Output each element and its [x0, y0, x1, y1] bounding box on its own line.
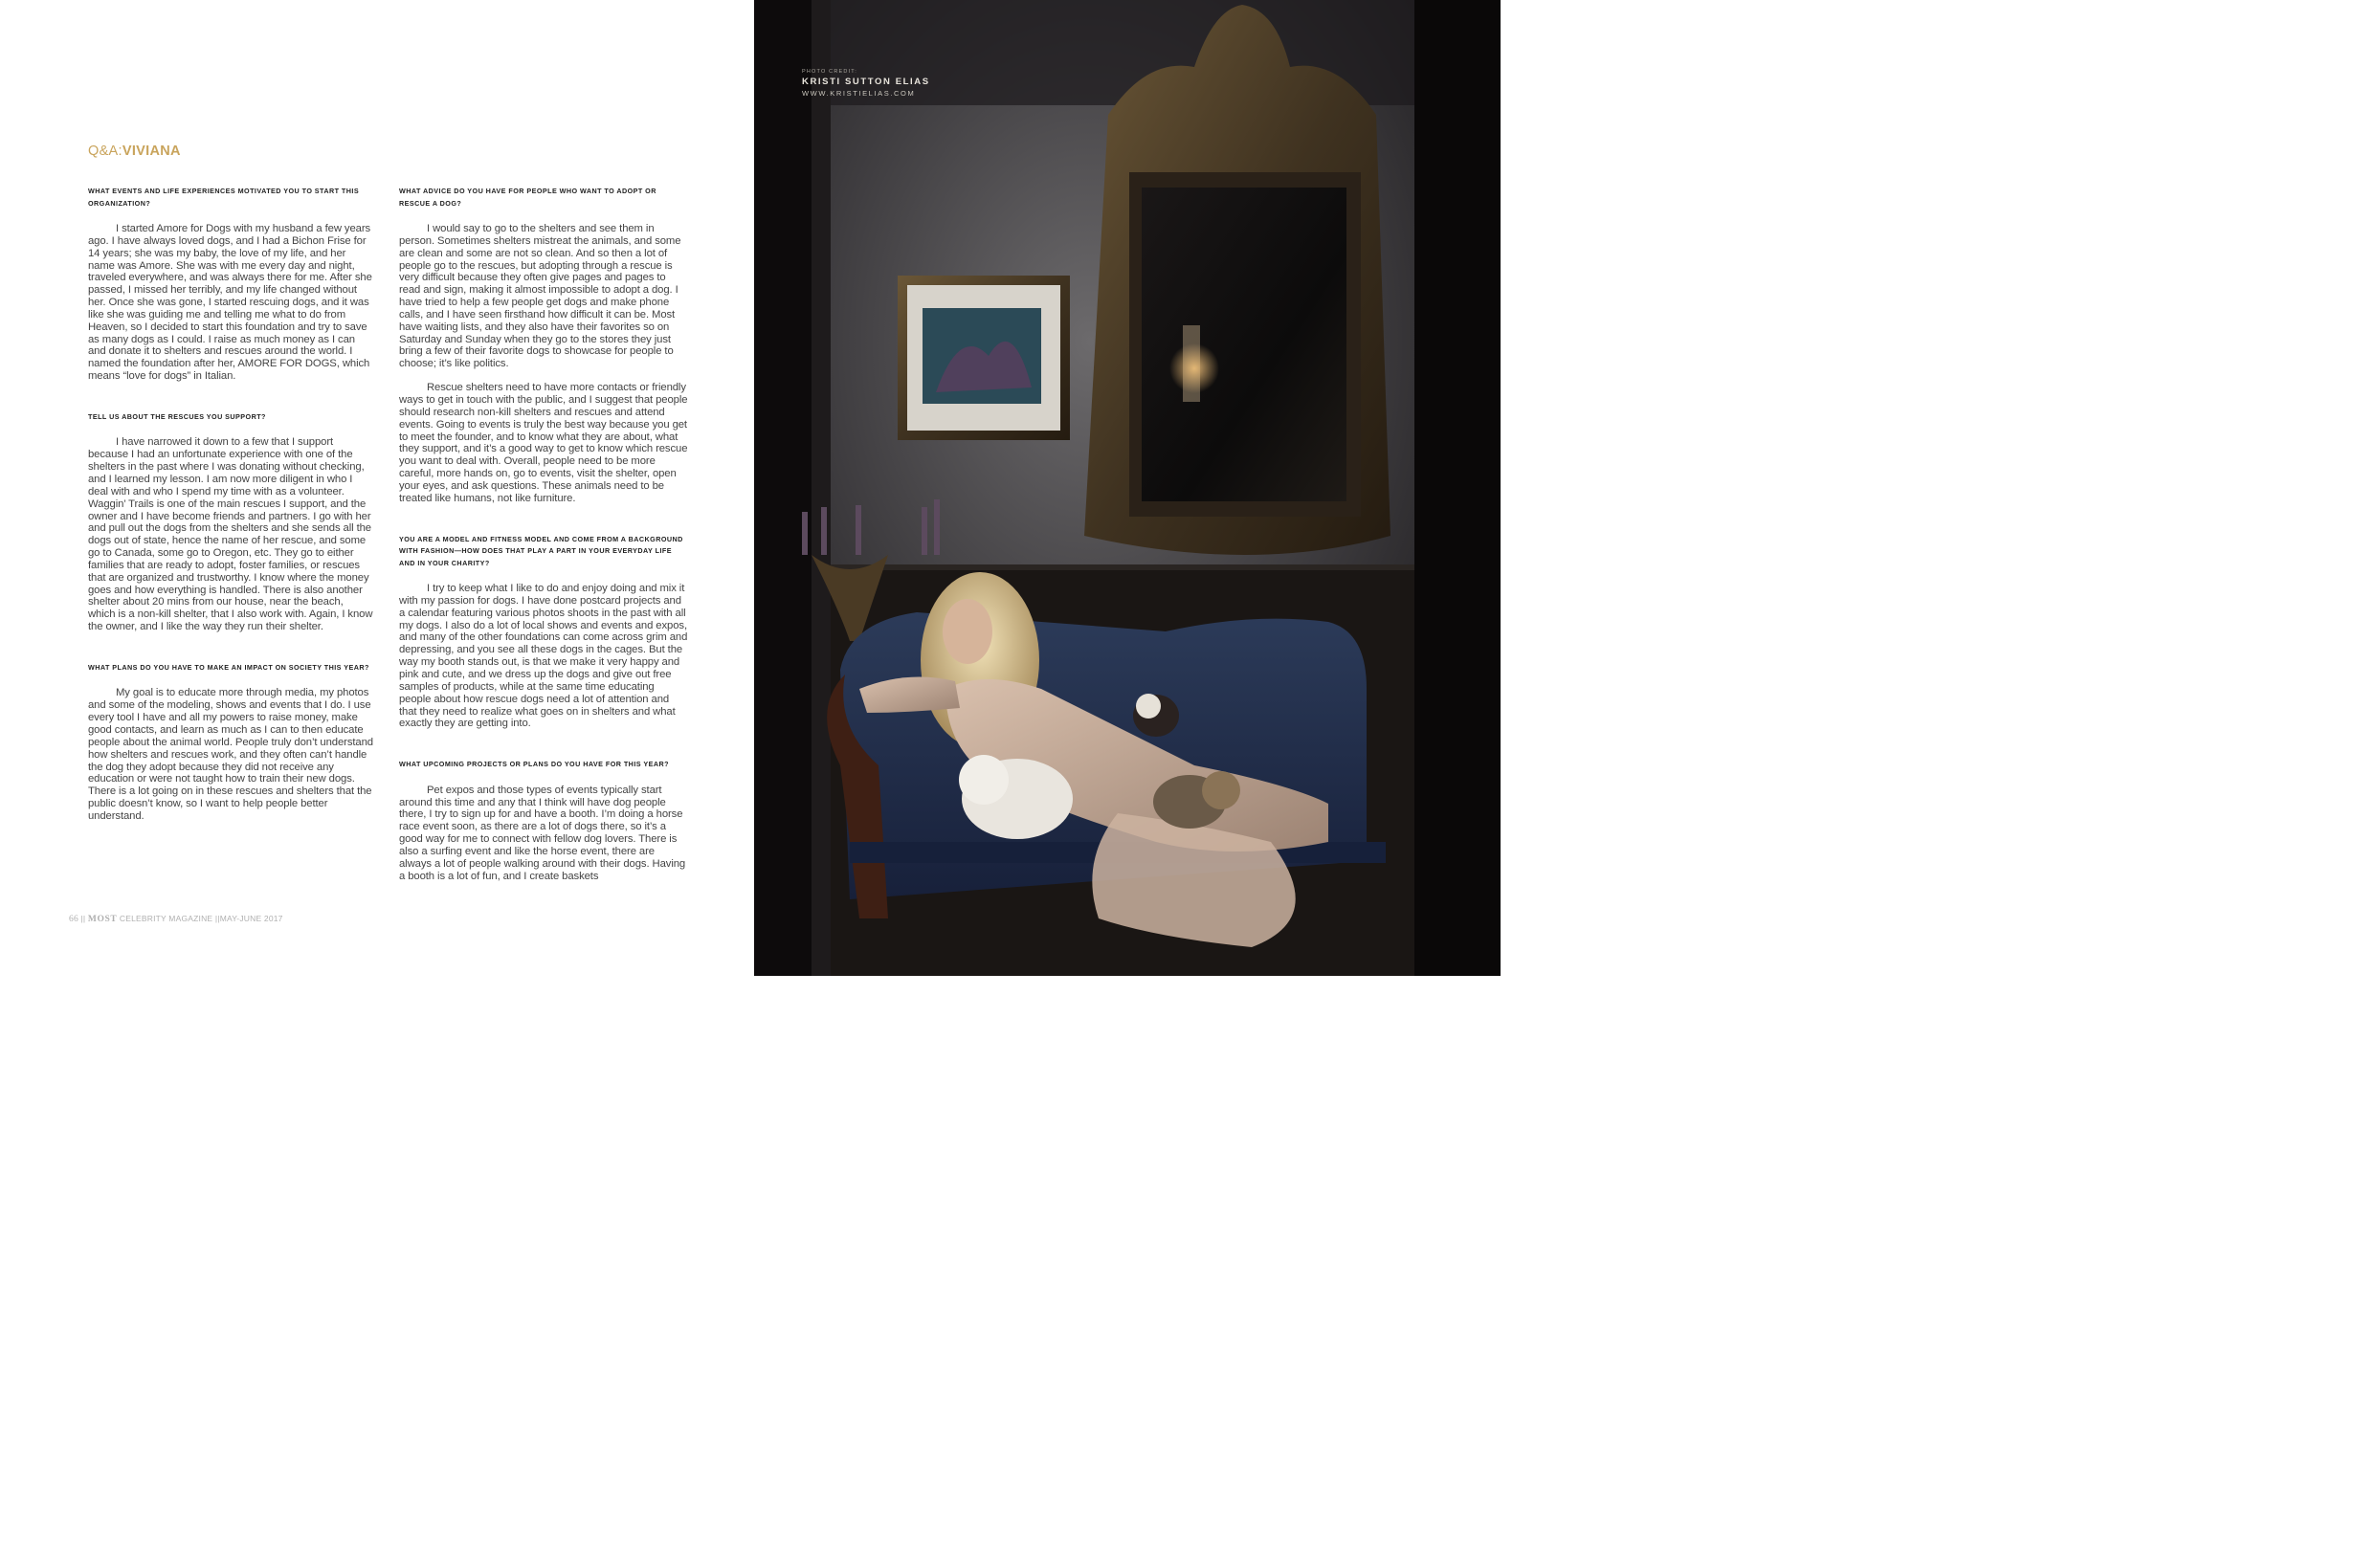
answer-paragraph: I try to keep what I like to do and enjoy doing and mix it with my passion for dogs. I have done postcard projects and a calendar featuring various photos shoots in the past with all my dogs. I also do a lot of local shows and events and expos, and many of the other foundations can come across grim and depressing, and you see all these dogs in the cages. But the way my booth stands out, is that we make it very happy and pink and cute, and we dress up the dogs and give out free samples of products, while at the same time educating people about how rescue dogs need a lot of attention and that they need to realize what goes on in shelters and what exactly they are getting into. — [399, 583, 688, 730]
title-prefix: Q&A: — [88, 144, 122, 159]
answer-paragraph: I would say to go to the shelters and see them in person. Sometimes shelters mistreat the animals, and some are clean and some are not so clean. And so then a lot of people go to the rescues, but adopting through a rescue is very difficult because they often give pages and pages to read and sign, making it almost impossible to adopt a dog. I have tried to help a few people get dogs and make phone calls, and I have seen firsthand how difficult it can be. Most have waiting lists, and they also have their favorites so on Saturday and Sunday when they go to the stores they just bring a few of their favorite dogs to showcase for people to choose; it’s like politics. — [399, 223, 681, 370]
photographer-website: WWW.KRISTIELIAS.COM — [802, 89, 916, 98]
footer-separator: || — [80, 914, 86, 923]
feature-photo — [754, 0, 1501, 976]
photographer-name: KRISTI SUTTON ELIAS — [802, 77, 930, 87]
question-heading: YOU ARE A MODEL AND FITNESS MODEL AND COME FROM A BACKGROUND WITH FASHION—HOW DOES THAT PLAY A PART IN YOUR EVERYDAY LIFE AND IN YOUR CHARITY? — [399, 534, 683, 567]
question-heading: WHAT ADVICE DO YOU HAVE FOR PEOPLE WHO WANT TO ADOPT OR RESCUE A DOG? — [399, 187, 656, 208]
photo-illustration — [754, 0, 1501, 976]
photo-credit — [802, 69, 930, 98]
article-page — [0, 0, 754, 976]
text-column-right — [399, 186, 688, 882]
text-column-left — [88, 186, 373, 823]
footer-separator: || — [214, 914, 220, 923]
article-title — [88, 144, 181, 159]
issue-date: MAY-JUNE 2017 — [219, 914, 283, 923]
page-footer — [69, 914, 283, 924]
magazine-brand: MOST — [87, 915, 118, 924]
answer-paragraph: My goal is to educate more through media, my photos and some of the modeling, shows and events that I do. I use every tool I have and all my powers to raise money, make good contacts, and learn as much as I can to then educate people about the animal world. People truly don’t understand how shelters and rescues work, and they often can’t handle the dog they adopt because they did not receive any education or were not taught how to train their new dogs. There is a lot going on in these rescues and shelters that the public doesn’t know, so I want to help people better understand. — [88, 687, 373, 822]
question-heading: WHAT EVENTS AND LIFE EXPERIENCES MOTIVATED YOU TO START THIS ORGANIZATION? — [88, 187, 360, 208]
title-name: VIVIANA — [122, 144, 181, 159]
answer-paragraph: Rescue shelters need to have more contacts or friendly ways to get in touch with the public, and I suggest that people should research non-kill shelters and rescues and attend events. Going to events is truly the best way because you get to meet the founder, and to know what they are about, what they support, and it’s a good way to get to know which rescue you want to deal with. Overall, people need to be more careful, more hands on, go to events, visit the shelter, open your eyes, and ask questions. These animals need to be treated like humans, not like furniture. — [399, 382, 688, 504]
answer-paragraph: I started Amore for Dogs with my husband a few years ago. I have always loved dogs, and I had a Bichon Frise for 14 years; she was my baby, the love of my life, and her name was Amore. She was with me every day and night, traveled everywhere, and was always there for me. After she passed, I missed her terribly, and my life changed without her. Once she was gone, I started rescuing dogs, and it was like she was guiding me and telling me what to do from Heaven, so I decided to start this foundation and try to save as many dogs as I could. I raise as much money as I can and donate it to shelters and rescues around the world. I named the foundation after her, AMORE FOR DOGS, which means “love for dogs” in Italian. — [88, 223, 372, 383]
photo-credit-label: PHOTO CREDIT: — [802, 69, 857, 75]
question-heading: WHAT PLANS DO YOU HAVE TO MAKE AN IMPACT ON SOCIETY THIS YEAR? — [88, 662, 369, 672]
question-heading: TELL US ABOUT THE RESCUES YOU SUPPORT? — [88, 411, 266, 421]
page-number: 66 — [69, 915, 78, 924]
magazine-name: CELEBRITY MAGAZINE — [119, 914, 213, 923]
question-heading: WHAT UPCOMING PROJECTS OR PLANS DO YOU HAVE FOR THIS YEAR? — [399, 760, 669, 769]
answer-paragraph: I have narrowed it down to a few that I support because I had an unfortunate experience with one of the shelters in the past where I was donating without checking, and I learned my lesson. I am now more diligent in who I deal with and who I spend my time with as a volunteer. Waggin’ Trails is one of the main rescues I support, and the owner and I have become friends and partners. I go with her and pull out the dogs from the shelters and she sends all the dogs out of state, hence the name of her rescue, and some go to Canada, some go to Oregon, etc. They go to either families that are ready to adopt, foster families, or rescues that are organized and trustworthy. I know where the money goes and how everything is handled. There is also another shelter about 20 mins from our house, near the beach, which is a non-kill shelter, that I also work with. Again, I know the owner, and I like the way they run their shelter. — [88, 436, 373, 633]
answer-paragraph: Pet expos and those types of events typically start around this time and any that I think will have dog people there, I try to sign up for and have a booth. I’m doing a horse race event soon, as there are a lot of dogs there, so it’s a good way for me to connect with fellow dog lovers. There is also a surfing event and like the horse event, there are always a lot of people walking around with their dogs. Having a booth is a lot of fun, and I create baskets — [399, 784, 686, 882]
